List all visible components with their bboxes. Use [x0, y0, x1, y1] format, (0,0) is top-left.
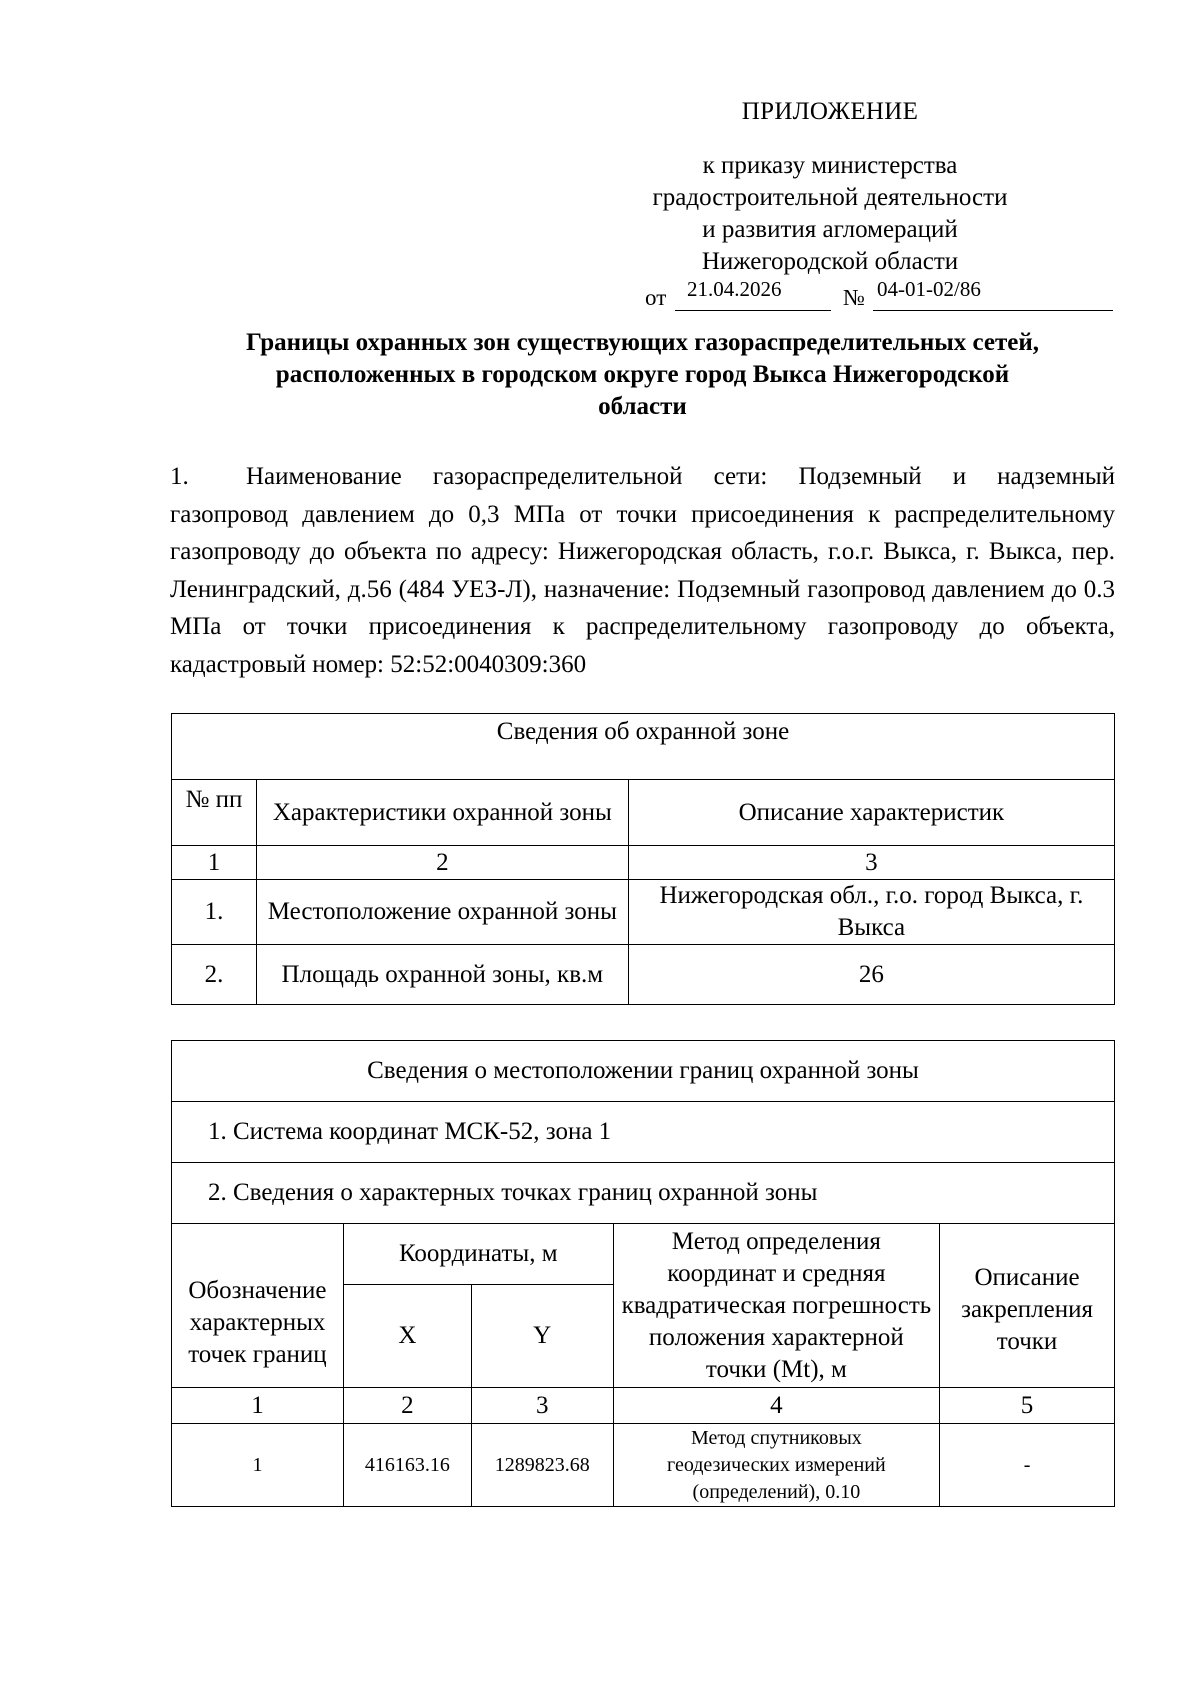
- index-cell: 4: [613, 1388, 939, 1424]
- section-1-text: Наименование газораспределительной сети: Подземный и надземный газопровод давлением до 0,3 МПа от точки присоединения к распределительному газопроводу до объекта по адресу: Нижегородская область, г.о.г. Выкса, г. Выкса, пер. Ленинградский, д.56 (484 УЕЗ-Л), назначение: Подземный газопровод давлением до 0.3 МПа от точки присоединения к распределительному газопроводу до объекта, кадастровый номер: 52:52:0040309:360: [170, 463, 1115, 678]
- index-cell: 2: [256, 846, 628, 880]
- number-underline: [873, 310, 1113, 311]
- index-cell: 3: [471, 1388, 613, 1424]
- point-fixation: -: [940, 1424, 1115, 1507]
- zone-info-caption: Сведения об охранной зоне: [172, 714, 1115, 780]
- header-description: Описание характеристик: [628, 780, 1114, 846]
- order-date-number-line: [645, 279, 1115, 315]
- order-number: 04-01-02/86: [877, 277, 981, 301]
- coordinate-system: 1. Система координат МСК-52, зона 1: [172, 1102, 1115, 1163]
- appendix-line-1: к приказу министерства: [702, 152, 958, 179]
- index-cell: 1: [172, 846, 257, 880]
- row-number: 1.: [172, 880, 257, 945]
- row-characteristic: Местоположение охранной зоны: [256, 880, 628, 945]
- header-coordinates: Координаты, м: [343, 1224, 613, 1285]
- point-y: 1289823.68: [471, 1424, 613, 1507]
- index-cell: 1: [172, 1388, 344, 1424]
- header-designation: Обозначение характерных точек границ: [172, 1224, 344, 1388]
- order-date: 21.04.2026: [687, 277, 782, 301]
- section-1-paragraph: [170, 458, 1115, 683]
- document-title-line-3: области: [598, 393, 687, 420]
- section-1-number: 1.: [170, 463, 189, 490]
- document-title-line-2: расположенных в городском округе город Выкса Нижегородской: [275, 361, 1010, 388]
- row-number: 2.: [172, 945, 257, 1005]
- number-label: №: [843, 285, 865, 310]
- appendix-reference: [610, 150, 1050, 278]
- header-y: Y: [471, 1285, 613, 1388]
- header-fixation: Описание закрепления точки: [940, 1224, 1115, 1388]
- index-cell: 5: [940, 1388, 1115, 1424]
- document-title-line-1: Границы охранных зон существующих газораспределительных сетей,: [245, 329, 1040, 356]
- from-label: от: [645, 285, 667, 310]
- index-cell: 3: [628, 846, 1114, 880]
- table-row: [172, 945, 1115, 1005]
- document-title: [170, 327, 1115, 423]
- point-method: Метод спутниковых геодезических измерений (определений), 0.10: [613, 1424, 939, 1507]
- appendix-line-3: и развития агломераций: [702, 216, 958, 243]
- characteristic-points-heading: 2. Сведения о характерных точках границ охранной зоны: [172, 1163, 1115, 1224]
- header-characteristics: Характеристики охранной зоны: [256, 780, 628, 846]
- appendix-title: ПРИЛОЖЕНИЕ: [741, 98, 919, 125]
- point-designation: 1: [172, 1424, 344, 1507]
- appendix-line-2: градостроительной деятельности: [652, 184, 1008, 211]
- date-underline: [675, 310, 831, 311]
- boundary-caption: Сведения о местоположении границ охранной зоны: [172, 1041, 1115, 1102]
- table-row: [172, 880, 1115, 945]
- header-x: X: [343, 1285, 471, 1388]
- zone-info-table: [171, 713, 1115, 1005]
- row-description: 26: [628, 945, 1114, 1005]
- header-number: № пп: [172, 780, 257, 846]
- index-cell: 2: [343, 1388, 471, 1424]
- row-characteristic: Площадь охранной зоны, кв.м: [256, 945, 628, 1005]
- row-description: Нижегородская обл., г.о. город Выкса, г. Выкса: [628, 880, 1114, 945]
- table-row: [172, 1424, 1115, 1507]
- header-method: Метод определения координат и средняя квадратическая погрешность положения характерной точки (Mt), м: [613, 1224, 939, 1388]
- appendix-line-4: Нижегородской области: [701, 248, 959, 275]
- point-x: 416163.16: [343, 1424, 471, 1507]
- boundary-table: [171, 1040, 1115, 1507]
